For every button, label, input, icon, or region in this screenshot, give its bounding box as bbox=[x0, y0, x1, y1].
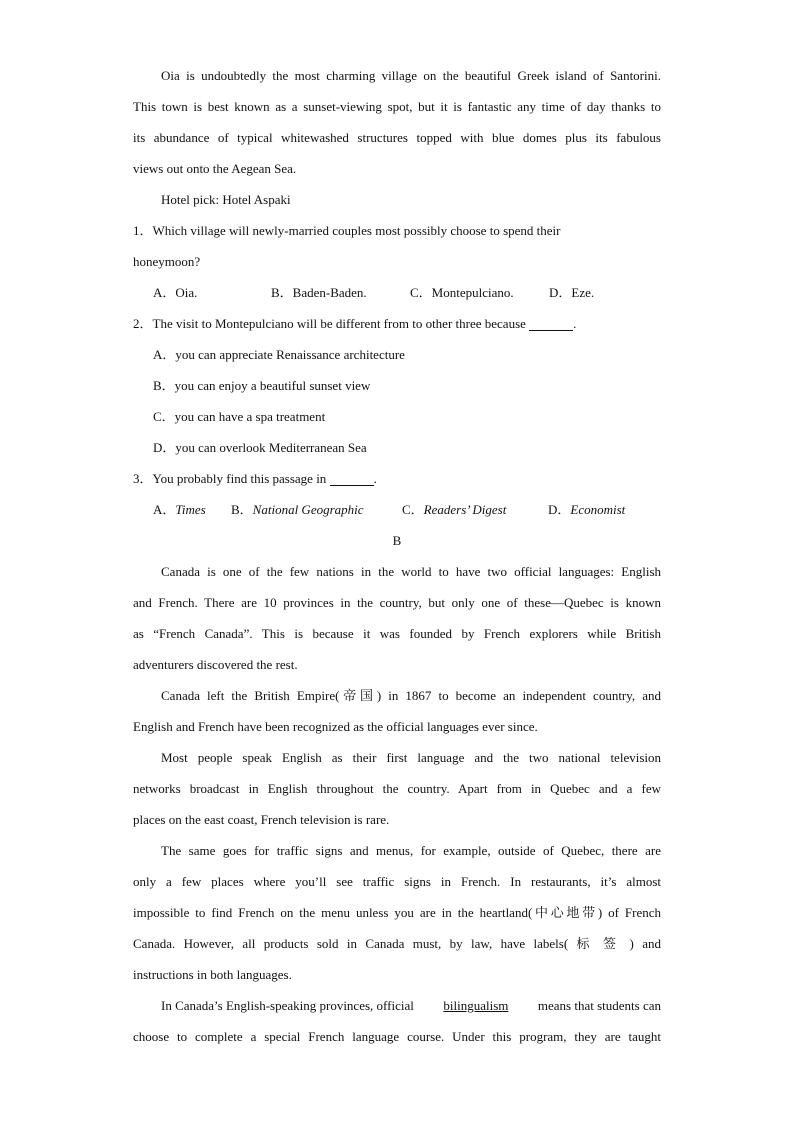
q3-option-d-text: Economist bbox=[570, 502, 626, 517]
q3-stem-text: 3．You probably find this passage in bbox=[133, 471, 327, 486]
p1-line-3: as “French Canada”. This is because it was founded by French explorers while British bbox=[133, 626, 661, 641]
q3-option-a[interactable] bbox=[153, 494, 231, 525]
p4-line-1: The same goes for traffic signs and menus, for example, outside of Quebec, there are bbox=[161, 843, 661, 858]
q3-option-a-letter: A． bbox=[153, 502, 176, 517]
q3-option-b-text: National Geographic bbox=[252, 502, 364, 517]
oia-line-1: Oia is undoubtedly the most charming village on the beautiful Greek island of Santorini. bbox=[161, 68, 661, 83]
question-1-options bbox=[133, 277, 661, 308]
p3-line-1: Most people speak English as their first language and the two national television bbox=[161, 750, 661, 765]
passage-b-heading: B bbox=[392, 533, 402, 548]
p5-line-1 bbox=[133, 990, 661, 1021]
p5-line-2: choose to complete a special French language course. Under this program, they are taught bbox=[133, 1029, 661, 1044]
p4-line-2: only a few places where you’ll see traffic signs in French. In restaurants, it’s almost bbox=[133, 874, 661, 889]
q2-stem-end: . bbox=[573, 316, 577, 331]
oia-line-2: This town is best known as a sunset-viewing spot, but it is fantastic any time of day thanks to bbox=[133, 99, 661, 114]
q1-option-a[interactable]: A．Oia. bbox=[153, 285, 198, 300]
p1-line-4: adventurers discovered the rest. bbox=[133, 657, 298, 672]
q2-answer-blank[interactable] bbox=[529, 316, 573, 331]
p5-text-before: In Canada’s English-speaking provinces, official bbox=[161, 998, 414, 1013]
q3-option-c-letter: C． bbox=[402, 502, 424, 517]
question-3-stem bbox=[133, 463, 661, 494]
q3-option-b[interactable] bbox=[231, 494, 402, 525]
q2-option-b[interactable]: B．you can enjoy a beautiful sunset view bbox=[153, 378, 371, 393]
q3-option-c[interactable] bbox=[402, 494, 548, 525]
p5-text-after: means that students can bbox=[537, 998, 661, 1013]
p4-line-4: Canada. However, all products sold in Canada must, by law, have labels( 标 签 ) and bbox=[133, 936, 661, 951]
q3-option-c-text: Readers’ Digest bbox=[423, 502, 507, 517]
question-3-options bbox=[133, 494, 661, 525]
p4-line-5: instructions in both languages. bbox=[133, 967, 292, 982]
q1-option-b[interactable]: B．Baden-Baden. bbox=[271, 285, 367, 300]
question-1-line-2: honeymoon? bbox=[133, 254, 201, 269]
q3-answer-blank[interactable] bbox=[330, 471, 374, 486]
q2-option-a[interactable]: A．you can appreciate Renaissance architecture bbox=[153, 347, 405, 362]
q3-option-b-letter: B． bbox=[231, 502, 253, 517]
p3-line-2: networks broadcast in English throughout the country. Apart from in Quebec and a few bbox=[133, 781, 661, 796]
q3-option-a-text: Times bbox=[175, 502, 206, 517]
bilingualism-underlined: bilingualism bbox=[443, 998, 509, 1013]
p2-line-2: English and French have been recognized as the official languages ever since. bbox=[133, 719, 538, 734]
oia-line-3: its abundance of typical whitewashed structures topped with blue domes plus its fabulous bbox=[133, 130, 661, 145]
q3-option-d-letter: D． bbox=[548, 502, 571, 517]
p1-line-1: Canada is one of the few nations in the world to have two official languages: English bbox=[161, 564, 661, 579]
q1-option-c[interactable]: C．Montepulciano. bbox=[410, 285, 514, 300]
p4-line-3: impossible to find French on the menu unless you are in the heartland(中心地带) of French bbox=[133, 905, 661, 920]
q2-option-d[interactable]: D．you can overlook Mediterranean Sea bbox=[153, 440, 367, 455]
p1-line-2: and French. There are 10 provinces in the country, but only one of these—Quebec is known bbox=[133, 595, 661, 610]
question-1-line-1: 1．Which village will newly-married couples most possibly choose to spend their bbox=[133, 223, 561, 238]
p2-line-1: Canada left the British Empire(帝国) in 1867 to become an independent country, and bbox=[161, 688, 661, 703]
q3-option-d[interactable] bbox=[548, 494, 625, 525]
q2-option-c[interactable]: C．you can have a spa treatment bbox=[153, 409, 326, 424]
hotel-pick: Hotel pick: Hotel Aspaki bbox=[161, 192, 291, 207]
q3-stem-end: . bbox=[373, 471, 377, 486]
oia-line-4: views out onto the Aegean Sea. bbox=[133, 161, 297, 176]
p3-line-3: places on the east coast, French television is rare. bbox=[133, 812, 390, 827]
question-2-stem bbox=[133, 308, 661, 339]
q2-stem-text: 2．The visit to Montepulciano will be different from to other three because bbox=[133, 316, 526, 331]
exam-page bbox=[133, 60, 661, 1052]
q1-option-d[interactable]: D．Eze. bbox=[549, 285, 595, 300]
